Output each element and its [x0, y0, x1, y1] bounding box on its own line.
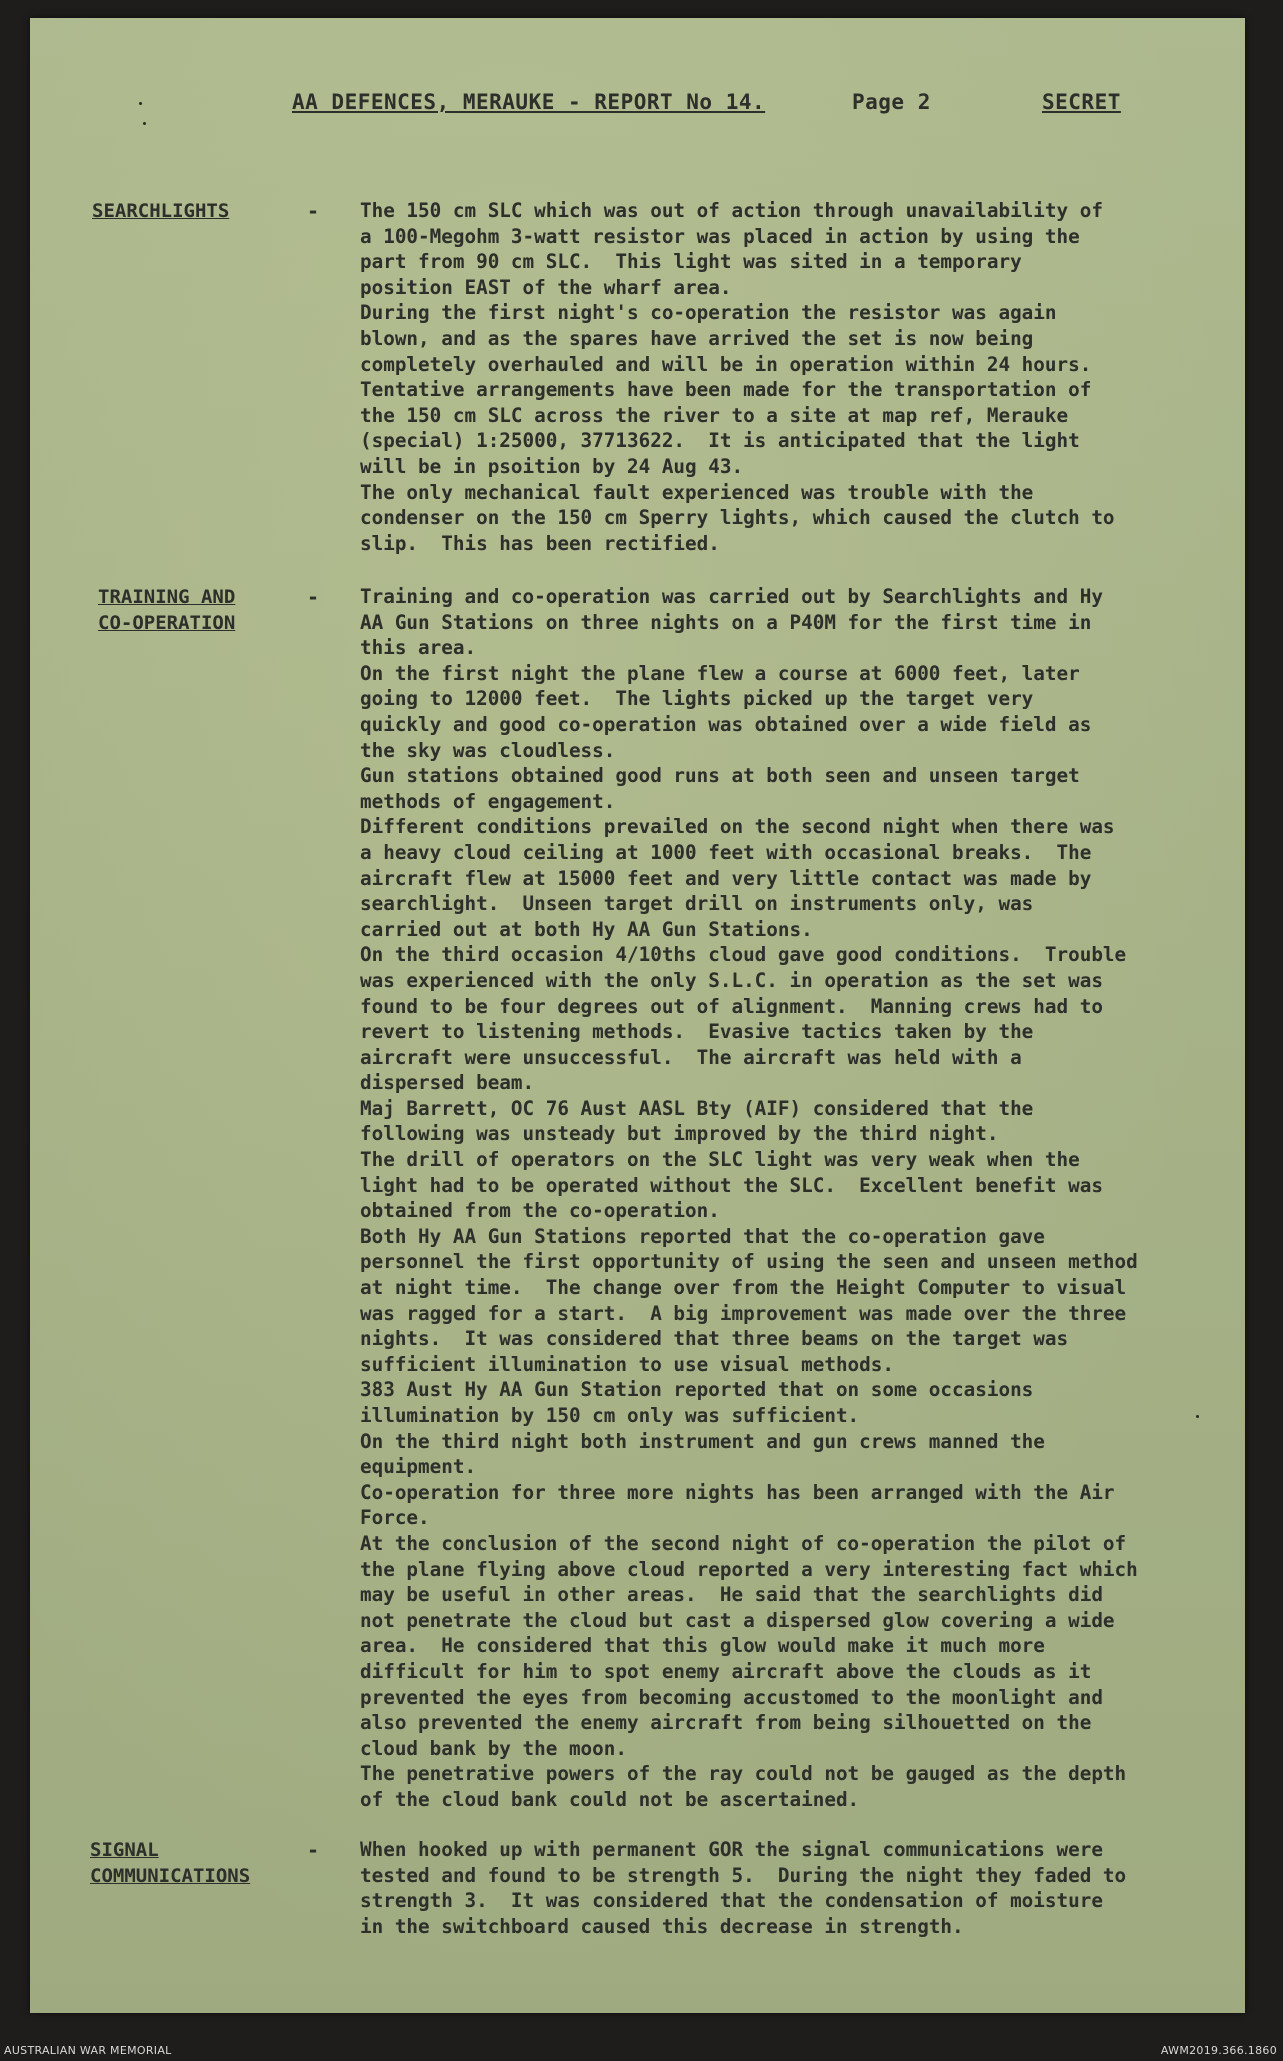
text-line: methods of engagement.	[360, 789, 616, 813]
text-line: (special) 1:25000, 37713622. It is anticipated that the light	[360, 429, 1080, 453]
text-line: During the first night's co-operation the resistor was again	[360, 301, 1057, 325]
text-line: slip. This has been rectified.	[360, 531, 720, 555]
page-number: Page 2	[852, 90, 931, 114]
text-line: area. He considered that this glow would make it much more	[360, 1634, 1045, 1658]
text-line: tested and found to be strength 5. During the night they faded to	[360, 1863, 1127, 1887]
section-dash: -	[307, 199, 320, 223]
section-label: SEARCHLIGHTS	[92, 200, 230, 222]
text-line: The only mechanical fault experienced was trouble with the	[360, 480, 1034, 504]
ink-speck	[143, 122, 146, 125]
text-line: was experienced with the only S.L.C. in operation as the set was	[360, 968, 1103, 992]
text-line: At the conclusion of the second night of co-operation the pilot of	[360, 1531, 1127, 1555]
text-line: Maj Barrett, OC 76 Aust AASL Bty (AIF) considered that the	[360, 1096, 1034, 1120]
text-line: at night time. The change over from the Height Computer to visual	[360, 1276, 1127, 1300]
text-line: revert to listening methods. Evasive tactics taken by the	[360, 1020, 1034, 1044]
text-line: condenser on the 150 cm Sperry lights, which caused the clutch to	[360, 506, 1115, 530]
classification-stamp: SECRET	[1042, 90, 1121, 114]
text-line: dispersed beam.	[360, 1071, 535, 1095]
section-label: TRAINING AND CO-OPERATION	[98, 586, 236, 634]
text-line: going to 12000 feet. The lights picked up the target very	[360, 687, 1034, 711]
text-line: Both Hy AA Gun Stations reported that the co-operation gave	[360, 1224, 1045, 1248]
text-line: The drill of operators on the SLC light was very weak when the	[360, 1148, 1080, 1172]
document-page	[30, 18, 1245, 2013]
text-line: light had to be operated without the SLC. Excellent benefit was	[360, 1173, 1103, 1197]
text-line: the 150 cm SLC across the river to a site at map ref, Merauke	[360, 403, 1069, 427]
text-line: blown, and as the spares have arrived the set is now being	[360, 326, 1034, 350]
ink-speck	[139, 102, 142, 105]
text-line: will be in psoition by 24 Aug 43.	[360, 454, 744, 478]
ink-speck	[1196, 1415, 1199, 1418]
section-body	[360, 1837, 1240, 1939]
text-line: also prevented the enemy aircraft from being silhouetted on the	[360, 1711, 1092, 1735]
text-line: completely overhauled and will be in operation within 24 hours.	[360, 352, 1092, 376]
text-line: strength 3. It was considered that the condensation of moisture	[360, 1889, 1103, 1913]
text-line: obtained from the co-operation.	[360, 1199, 720, 1223]
text-line: a heavy cloud ceiling at 1000 feet with occasional breaks. The	[360, 840, 1092, 864]
text-line: part from 90 cm SLC. This light was sited in a temporary	[360, 250, 1022, 274]
page-header	[292, 90, 1172, 130]
text-line: found to be four degrees out of alignment. Manning crews had to	[360, 994, 1103, 1018]
text-line: was ragged for a start. A big improvement was made over the three	[360, 1301, 1127, 1325]
text-line: searchlight. Unseen target drill on instruments only, was	[360, 892, 1034, 916]
section-dash: -	[307, 585, 320, 609]
report-title: AA DEFENCES, MERAUKE - REPORT No 14.	[292, 90, 766, 114]
text-line: in the switchboard caused this decrease in strength.	[360, 1914, 964, 1938]
text-line: prevented the eyes from becoming accustomed to the moonlight and	[360, 1685, 1103, 1709]
section-body	[360, 198, 1240, 556]
text-line: difficult for him to spot enemy aircraft above the clouds as it	[360, 1659, 1092, 1683]
text-line: nights. It was considered that three beams on the target was	[360, 1327, 1069, 1351]
text-line: of the cloud bank could not be ascertained.	[360, 1787, 860, 1811]
text-line: may be useful in other areas. He said that the searchlights did	[360, 1583, 1103, 1607]
text-line: quickly and good co-operation was obtained over a wide field as	[360, 712, 1092, 736]
text-line: following was unsteady but improved by the third night.	[360, 1122, 999, 1146]
text-line: aircraft were unsuccessful. The aircraft was held with a	[360, 1045, 1022, 1069]
text-line: position EAST of the wharf area.	[360, 275, 732, 299]
text-line: 383 Aust Hy AA Gun Station reported that on some occasions	[360, 1378, 1034, 1402]
text-line: aircraft flew at 15000 feet and very little contact was made by	[360, 866, 1092, 890]
text-line: carried out at both Hy AA Gun Stations.	[360, 917, 813, 941]
text-line: Co-operation for three more nights has been arranged with the Air	[360, 1480, 1115, 1504]
archive-credit: AUSTRALIAN WAR MEMORIAL	[4, 2044, 172, 2057]
text-line: Tentative arrangements have been made for the transportation of	[360, 378, 1092, 402]
text-line: not penetrate the cloud but cast a dispersed glow covering a wide	[360, 1608, 1115, 1632]
text-line: Training and co-operation was carried out by Searchlights and Hy	[360, 585, 1103, 608]
section-body	[360, 584, 1240, 1813]
text-line: cloud bank by the moon.	[360, 1736, 627, 1760]
text-line: illumination by 150 cm only was sufficient.	[360, 1404, 860, 1427]
text-line: On the third occasion 4/10ths cloud gave good conditions. Trouble	[360, 943, 1127, 967]
text-line: Gun stations obtained good runs at both seen and unseen target	[360, 764, 1080, 788]
archive-reference: AWM2019.366.1860	[1160, 2044, 1277, 2057]
text-line: The penetrative powers of the ray could not be gauged as the depth	[360, 1762, 1127, 1786]
text-line: Different conditions prevailed on the second night when there was	[360, 815, 1115, 839]
text-line: personnel the first opportunity of using the seen and unseen method	[360, 1250, 1138, 1274]
text-line: equipment.	[360, 1455, 477, 1479]
text-line: When hooked up with permanent GOR the signal communications were	[360, 1838, 1103, 1861]
text-line: AA Gun Stations on three nights on a P40M for the first time in	[360, 610, 1092, 634]
text-line: the plane flying above cloud reported a very interesting fact which	[360, 1557, 1138, 1581]
text-line: Force.	[360, 1506, 430, 1530]
section-dash: -	[307, 1838, 320, 1862]
text-line: The 150 cm SLC which was out of action through unavailability of	[360, 199, 1103, 222]
text-line: On the third night both instrument and gun crews manned the	[360, 1429, 1045, 1453]
text-line: the sky was cloudless.	[360, 738, 616, 762]
text-line: this area.	[360, 636, 477, 660]
text-line: On the first night the plane flew a course at 6000 feet, later	[360, 661, 1080, 685]
text-line: a 100-Megohm 3-watt resistor was placed in action by using the	[360, 224, 1080, 248]
section-label: SIGNAL COMMUNICATIONS	[90, 1839, 251, 1887]
text-line: sufficient illumination to use visual methods.	[360, 1352, 894, 1376]
